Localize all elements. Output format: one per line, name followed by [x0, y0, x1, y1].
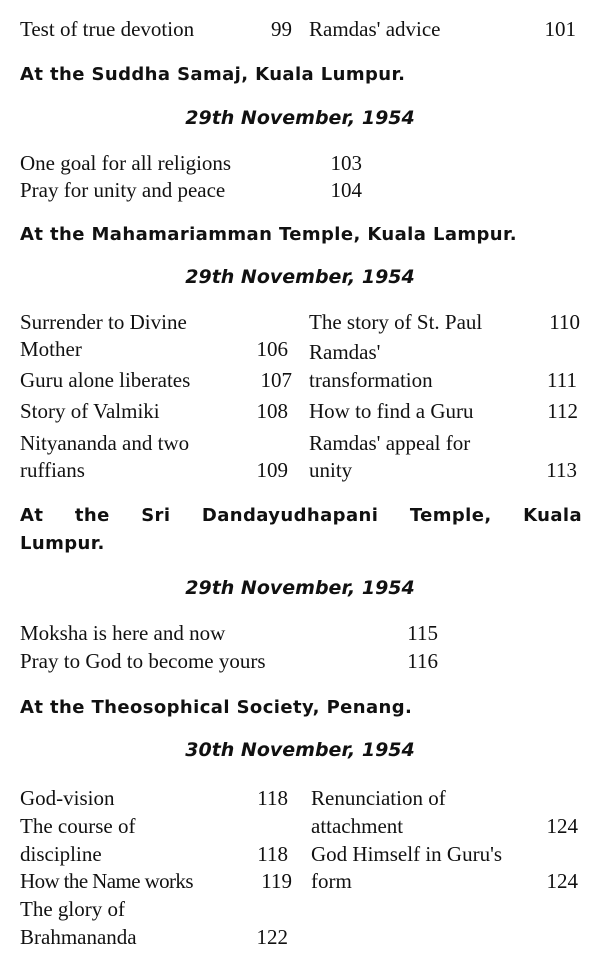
toc-entry-title: Mother — [20, 337, 82, 361]
toc-entry-page: 104 — [330, 178, 362, 202]
toc-entry-page: 103 — [330, 151, 362, 175]
toc-entry-page: 118 — [257, 842, 288, 866]
toc-entry-title: Ramdas' appeal for — [309, 431, 471, 455]
toc-entry-title: The course of — [20, 814, 136, 838]
toc-entry-page: 109 — [256, 458, 288, 482]
toc-entry-title: How the Name works — [20, 869, 193, 893]
toc-entry-page: 106 — [256, 337, 288, 361]
toc-entry-page: 101 — [544, 17, 576, 41]
toc-entry-page: 122 — [256, 925, 288, 949]
date-heading: 30th November, 1954 — [185, 739, 415, 761]
toc-entry-title: God Himself in Guru's — [311, 842, 503, 866]
toc-entry-page: 116 — [407, 649, 438, 673]
toc-entry-title: Brahmananda — [20, 925, 137, 949]
toc-entry-title: Pray for unity and peace — [20, 178, 226, 202]
toc-entry-title: transformation — [309, 368, 433, 392]
toc-entry-title: form — [311, 869, 352, 893]
toc-entry-page: 119 — [261, 869, 292, 893]
toc-entry-title: How to find a Guru — [309, 399, 474, 423]
venue-heading: At the Theosophical Society, Penang. — [20, 697, 413, 718]
toc-entry-title: attachment — [311, 814, 404, 838]
toc-entry-title: Renunciation of — [311, 786, 446, 810]
date-heading: 29th November, 1954 — [185, 107, 415, 129]
toc-entry-page: 124 — [546, 814, 578, 838]
toc-entry-title: The glory of — [20, 897, 125, 921]
toc-entry-page: 115 — [407, 621, 438, 645]
toc-entry-title: Pray to God to become yours — [20, 649, 266, 673]
toc-entry-title: ruffians — [20, 458, 85, 482]
toc-entry-page: 124 — [546, 869, 578, 893]
toc-entry-page: 113 — [546, 458, 577, 482]
toc-entry-title: discipline — [20, 842, 102, 866]
toc-entry-title: unity — [309, 458, 353, 482]
venue-heading: Lumpur. — [20, 533, 105, 554]
venue-heading: At the Sri Dandayudhapani Temple, Kuala — [20, 505, 582, 526]
toc-entry-page: 111 — [547, 368, 577, 392]
toc-entry-page: 118 — [257, 786, 288, 810]
toc-entry-page: 110 — [549, 310, 580, 334]
toc-entry-title: Ramdas' advice — [309, 17, 441, 41]
toc-entry-page: 108 — [256, 399, 288, 423]
toc-entry-title: Moksha is here and now — [20, 621, 226, 645]
toc-entry-page: 99 — [271, 17, 292, 41]
toc-entry-title: One goal for all religions — [20, 151, 232, 175]
toc-entry-page: 112 — [547, 399, 578, 423]
toc-entry-title: Surrender to Divine — [20, 310, 187, 334]
toc-entry-title: God-vision — [20, 786, 115, 810]
toc-entry-title: Story of Valmiki — [20, 399, 160, 423]
date-heading: 29th November, 1954 — [185, 577, 415, 599]
toc-entry-title: Guru alone liberates — [20, 368, 191, 392]
date-heading: 29th November, 1954 — [185, 266, 415, 288]
toc-entry-title: Test of true devotion — [20, 17, 195, 41]
toc-entry-title: Nityananda and two — [20, 431, 190, 455]
venue-heading: At the Suddha Samaj, Kuala Lumpur. — [20, 64, 406, 85]
venue-heading: At the Mahamariamman Temple, Kuala Lampur. — [20, 224, 517, 245]
toc-entry-title: Ramdas' — [309, 340, 381, 364]
toc-entry-page: 107 — [260, 368, 292, 392]
toc-entry-title: The story of St. Paul — [309, 310, 483, 334]
